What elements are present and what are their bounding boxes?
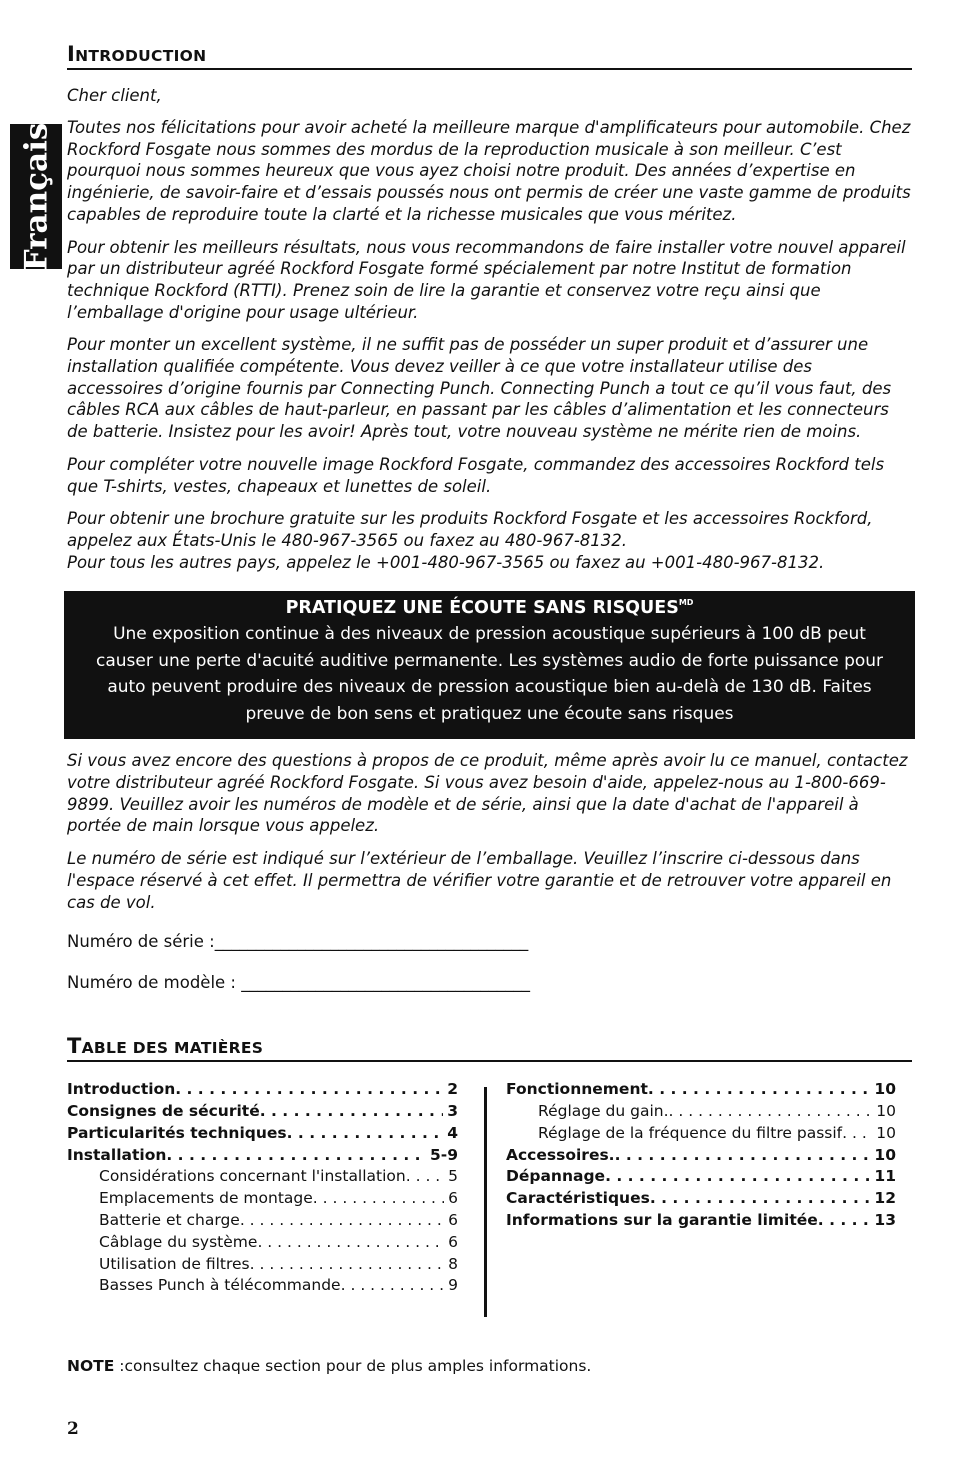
- toc-leader-dots: [650, 1188, 871, 1210]
- toc-entry: [506, 1123, 896, 1145]
- serial-number-field: Numéro de série :______________________________________: [67, 932, 529, 952]
- toc-entry-page: 8: [448, 1254, 458, 1273]
- toc-entry-page: 3: [447, 1102, 458, 1121]
- toc-entry-label: Consignes de sécurité: [67, 1102, 260, 1121]
- toc-leader-dots: [842, 1123, 872, 1145]
- toc-entry: [67, 1166, 458, 1188]
- toc-entry: [67, 1079, 458, 1101]
- model-number-field: Numéro de modèle : ___________________________________: [67, 973, 530, 993]
- note-text: :consultez chaque section pour de plus amples informations.: [114, 1357, 592, 1375]
- toc-entry-page: 5-9: [429, 1145, 458, 1164]
- page-number: 2: [67, 1419, 79, 1439]
- toc-entry-label: Accessoires.: [506, 1145, 615, 1164]
- toc-entry-label: Fonctionnement: [506, 1080, 648, 1099]
- toc-entry: [506, 1079, 896, 1101]
- toc-entry-page: 13: [874, 1211, 896, 1230]
- toc-leader-dots: [250, 1254, 444, 1276]
- toc-entry-label: Particularités techniques: [67, 1123, 287, 1142]
- heading-rest: ABLE DES MATIÈRES: [81, 1039, 264, 1058]
- toc-entry-label: Réglage de la fréquence du filtre passif: [538, 1123, 843, 1142]
- toc-leader-dots: [287, 1123, 444, 1145]
- toc-entry-page: 10: [874, 1145, 896, 1164]
- toc-entry: [506, 1188, 896, 1210]
- intro-paragraph-4: Pour compléter votre nouvelle image Rockford Fosgate, commandez des accessoires Rockford tels que T-shirts, vestes, chapeaux et lunettes de soleil.: [67, 454, 885, 496]
- toc-entry: [506, 1166, 896, 1188]
- toc-leader-dots: [313, 1188, 444, 1210]
- note-line: [67, 1357, 591, 1375]
- toc-leader-dots: [166, 1145, 426, 1167]
- toc-left-column: [67, 1079, 458, 1297]
- note-label: NOTE: [67, 1357, 115, 1375]
- toc-entry-label: Dépannage: [506, 1167, 606, 1186]
- heading-initial: T: [67, 1034, 82, 1059]
- language-tab-label: Français: [18, 122, 54, 271]
- intro-paragraph-5: Pour obtenir une brochure gratuite sur les produits Rockford Fosgate et les accessoires Rockford, appelez aux États-Unis le 480-967-3565 ou faxez au 480-967-8132.: [67, 509, 873, 550]
- table-of-contents: [67, 1079, 912, 1319]
- toc-entry: [67, 1188, 458, 1210]
- toc-leader-dots: [648, 1079, 871, 1101]
- toc-entry-page: 12: [874, 1189, 896, 1208]
- page-content: [67, 42, 912, 1319]
- toc-entry-page: 6: [448, 1189, 458, 1208]
- toc-entry-page: 6: [448, 1211, 458, 1230]
- toc-entry: [506, 1145, 896, 1167]
- toc-leader-dots: [615, 1145, 871, 1167]
- toc-entry: [67, 1254, 458, 1276]
- heading-initial: I: [67, 42, 76, 66]
- toc-leader-dots: [260, 1101, 443, 1123]
- toc-entry-page: 5: [448, 1167, 458, 1186]
- toc-entry: [67, 1210, 458, 1232]
- toc-entry-label: Caractéristiques: [506, 1189, 650, 1208]
- toc-entry-page: 10: [876, 1102, 896, 1121]
- intro-paragraph-1: Toutes nos félicitations pour avoir acheté la meilleure marque d'amplificateurs pour automobile. Chez Rockford Fosgate nous sommes des mordus de la reproduction musicale à son meilleur. C’est pourquoi nous sommes heureux que vous ayez choisi notre produit. Des années d’expertise en ingénierie, de savoir-faire et d’essais poussés nous ont permis de créer une vaste gamme de produits capables de reproduire toute la clarté et la richesse musicales que vous méritez.: [67, 118, 911, 224]
- toc-entry-page: 10: [876, 1123, 896, 1142]
- toc-entry-page: 4: [447, 1123, 458, 1142]
- toc-right-column: [506, 1079, 896, 1232]
- toc-entry-page: 2: [447, 1080, 458, 1099]
- language-tab: [10, 124, 62, 269]
- notice-title: [82, 598, 897, 618]
- intro-paragraph-2: Pour obtenir les meilleurs résultats, nous vous recommandons de faire installer votre nouvel appareil par un distributeur agréé Rockford Fosgate formé spécialement par notre Institut de formation technique Rockford (RTTI). Prenez soin de lire la garantie et conservez votre reçu ainsi que l’emballage d'origine pour usage ultérieur.: [67, 237, 906, 322]
- heading-rest: NTRODUCTION: [75, 47, 207, 65]
- toc-entry-label: Basses Punch à télécommande: [99, 1276, 341, 1295]
- toc-entry-label: Installation: [67, 1145, 167, 1164]
- toc-entry-page: 11: [874, 1167, 896, 1186]
- toc-leader-dots: [175, 1079, 443, 1101]
- toc-entry-label: Informations sur la garantie limitée: [506, 1211, 818, 1230]
- toc-entry-label: Réglage du gain.: [538, 1102, 669, 1121]
- toc-entry-page: 6: [448, 1232, 458, 1251]
- toc-entry-page: 10: [874, 1080, 896, 1099]
- intro-paragraph-3: Pour monter un excellent système, il ne suffit pas de posséder un super produit et d’assurer une installation qualifiée compétente. Vous devez veiller à ce que votre installateur utilise des accessoires d’origine fournis par Connecting Punch. Connecting Punch a tout ce qu’il vous faut, des câbles RCA aux câbles de haut-parleur, en passant par les câbles d’alimentation et les connecteurs de batterie. Insistez pour les avoir! Après tout, votre nouveau système ne mérite rien de moins.: [67, 335, 892, 442]
- toc-entry: [506, 1210, 896, 1232]
- toc-heading: [67, 1034, 912, 1062]
- introduction-heading: [67, 42, 912, 70]
- toc-entry-page: 9: [448, 1276, 458, 1295]
- toc-entry-label: Considérations concernant l'installation: [99, 1167, 406, 1186]
- toc-leader-dots: [818, 1210, 871, 1232]
- support-paragraph: Si vous avez encore des questions à propos de ce produit, même après avoir lu ce manuel, contactez votre distributeur agréé Rockford Fosgate. Si vous avez besoin d'aide, appelez-nous au 1-800-669-9899. Veuillez avoir les numéros de modèle et de série, ainsi que la date d'achat de l'appareil à portée de main lorsque vous appelez.: [67, 751, 908, 836]
- toc-entry-label: Câblage du système: [99, 1232, 258, 1251]
- toc-entry: [67, 1275, 458, 1297]
- greeting: Cher client,: [67, 86, 162, 105]
- notice-body: Une exposition continue à des niveaux de pression acoustique supérieurs à 100 dB peut causer une perte d'acuité auditive permanente. Les systèmes audio de forte puissance pour auto peuvent produire des niveaux de pression acoustique bien au-delà de 130 dB. Faites preuve de bon sens et pratiquez une écoute sans risques: [95, 624, 884, 724]
- toc-entry-label: Emplacements de montage: [99, 1189, 313, 1208]
- toc-entry: [67, 1145, 458, 1167]
- notice-title-text: PRATIQUEZ UNE ÉCOUTE SANS RISQUES: [285, 598, 679, 619]
- intro-paragraph-6: Pour tous les autres pays, appelez le +001-480-967-3565 ou faxez au +001-480-967-8132.: [67, 552, 825, 572]
- toc-entry-label: Utilisation de filtres: [99, 1254, 250, 1273]
- toc-leader-dots: [240, 1210, 444, 1232]
- toc-leader-dots: [257, 1232, 444, 1254]
- toc-entry-label: Introduction: [67, 1080, 176, 1099]
- toc-leader-dots: [341, 1275, 445, 1297]
- toc-entry: [67, 1123, 458, 1145]
- toc-leader-dots: [605, 1166, 870, 1188]
- toc-leader-dots: [406, 1166, 444, 1188]
- notice-trademark: MD: [678, 598, 694, 608]
- toc-leader-dots: [669, 1101, 873, 1123]
- serial-paragraph: Le numéro de série est indiqué sur l’extérieur de l’emballage. Veuillez l’inscrire ci-dessous dans l'espace réservé à cet effet. Il permettra de vérifier votre garantie et de retrouver votre appareil en cas de vol.: [67, 849, 892, 912]
- toc-entry: [506, 1101, 896, 1123]
- toc-entry: [67, 1232, 458, 1254]
- safety-notice-box: [64, 591, 915, 739]
- toc-entry-label: Batterie et charge: [99, 1211, 240, 1230]
- toc-divider: [484, 1087, 487, 1317]
- toc-entry: [67, 1101, 458, 1123]
